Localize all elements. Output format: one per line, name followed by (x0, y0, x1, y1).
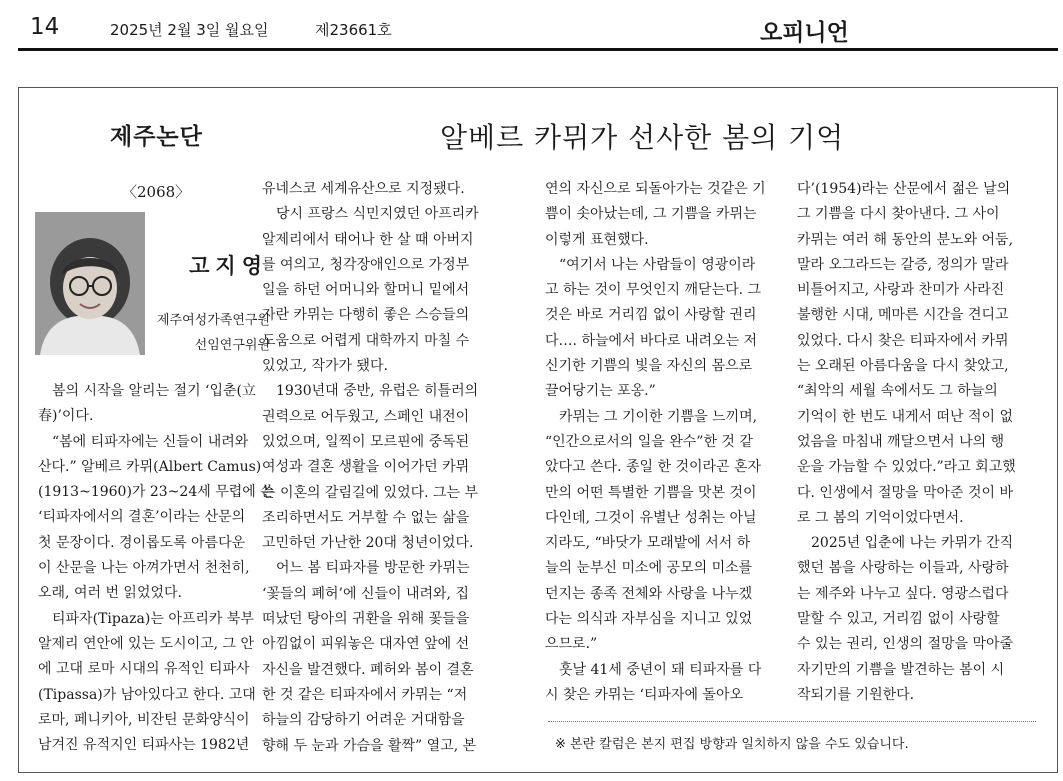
section-title: 오피니언 (760, 20, 849, 46)
text-line: 있었고, 작가가 됐다. (262, 358, 388, 375)
text-line: 떠났던 탕아의 귀환을 위해 꽃들을 (262, 611, 470, 628)
text-line: 어느 봄 티파자를 방문한 카뮈는 (276, 560, 470, 577)
text-line: 자기만의 기쁨을 발견하는 봄이 시 (797, 661, 1005, 678)
author-name: 고지영 (189, 253, 268, 278)
article-headline: 알베르 카뮈가 선사한 봄의 기억 (440, 121, 845, 154)
text-line: 는 제주와 나누고 싶다. 영광스럽다 (797, 585, 1009, 602)
page-header (0, 0, 1063, 52)
text-line: 春)’이다. (38, 408, 94, 425)
text-line: 조리하면서도 거부할 수 없는 삶을 (262, 509, 470, 526)
column-name: 제주논단 (110, 124, 203, 150)
text-line: 티파자(Tipaza)는 아프리카 북부 (52, 610, 254, 627)
text-line: 늘의 눈부신 미소에 공모의 미소를 (545, 560, 753, 577)
text-line: 로마, 페니키아, 비잔틴 문화양식이 (38, 711, 250, 728)
text-line: 끌어당기는 포옹.” (545, 383, 656, 400)
text-line: 다인데, 그것이 유별난 성취는 아닐 (545, 509, 757, 526)
author-portrait-icon (35, 212, 145, 355)
body-column-2 (262, 177, 502, 759)
text-line: 알제리 연안에 있는 도시이고, 그 안 (38, 635, 255, 652)
text-line: 2025년 입춘에 나는 카뮈가 간직 (811, 535, 1014, 552)
body-column-3 (545, 177, 785, 708)
text-line: 만의 어떤 특별한 기쁨을 맛본 것이 (545, 484, 757, 501)
text-line: 으므로.” (545, 636, 598, 653)
publication-date: 2025년 2월 3일 월요일 (110, 21, 269, 39)
text-line: 했던 봄을 사랑하는 이들과, 사랑하 (797, 560, 1009, 577)
text-line: ‘꽃들의 폐허’에 신들이 내려와, 집 (262, 585, 469, 602)
text-line: 여성과 결혼 생활을 이어가던 카뮈 (262, 459, 470, 476)
text-line: (1913~1960)가 23~24세 무렵에 쓴 (38, 484, 274, 501)
text-line: 카뮈는 여러 해 동안의 분노와 어둠, (797, 231, 1014, 248)
text-line: 도움으로 어렵게 대학까지 마칠 수 (262, 332, 470, 349)
body-column-1 (38, 379, 274, 758)
text-line: 봄의 시작을 알리는 절기 ‘입춘(立 (52, 383, 257, 399)
text-line: “인간으로서의 일을 완수”한 것 같 (545, 433, 753, 450)
text-line: 카뮈는 그 기이한 기쁨을 느끼며, (559, 408, 758, 425)
text-line: 자란 카뮈는 다행히 좋은 스승들의 (262, 307, 470, 324)
text-line: 유네스코 세계유산으로 지정됐다. (262, 181, 465, 197)
text-line: 던지는 종족 전체와 사랑을 나누겠 (545, 585, 753, 602)
text-line: “최악의 세월 속에서도 그 하늘의 (797, 383, 998, 400)
text-line: 았다고 쓴다. 종일 한 것이라곤 혼자 (545, 459, 762, 476)
text-line: 다는 의식과 자부심을 지니고 있었 (545, 611, 753, 628)
column-sequence: 〈2068〉 (122, 183, 191, 201)
text-line: 다…. 하늘에서 바다로 내려오는 저 (545, 332, 758, 349)
text-line: 신기한 기쁨의 빛을 자신의 몸으로 (545, 358, 753, 375)
text-line: 이 산문을 나는 아껴가면서 천천히, (38, 560, 250, 577)
text-line: 말할 수 있고, 거리낌 없이 사랑할 (797, 611, 1000, 628)
text-line: 자신을 발견했다. 폐허와 봄이 결혼 (262, 661, 474, 678)
text-line: 훗날 41세 중년이 돼 티파자를 다 (559, 661, 762, 678)
issue-number: 제23661호 (315, 21, 392, 39)
body-column-4 (797, 177, 1037, 708)
affiliation-org: 제주여성가족연구원 (156, 313, 270, 328)
author-photo (35, 212, 145, 355)
affiliation-title: 선임연구위원 (194, 338, 270, 353)
text-line: ‘티파자에서의 결혼’이라는 산문의 (38, 509, 246, 526)
text-line: 었음을 마침내 깨달으면서 나의 행 (797, 433, 1005, 450)
text-line: “여기서 나는 사람들이 영광이라 (559, 256, 756, 273)
text-line: 로 그 봄의 기억이었다면서. (797, 509, 964, 526)
text-line: 알제리에서 태어나 한 살 때 아버지 (262, 231, 474, 248)
header-rule (18, 48, 1058, 51)
text-line: 지라도, “바닷가 모래밭에 서서 하 (545, 535, 751, 552)
text-line: 다’(1954)라는 산문에서 젊은 날의 (797, 181, 1011, 197)
text-line: 고 하는 것이 무엇인지 깨닫는다. 그 (545, 282, 762, 299)
text-line: 하늘의 감당하기 어려운 거대함을 (262, 712, 465, 729)
text-line: 아낌없이 피워놓은 대자연 앞에 선 (262, 636, 470, 653)
text-line: 첫 문장이다. 경이롭도록 아름다운 (38, 534, 246, 551)
text-line: 향해 두 눈과 가슴을 활짝” 열고, 본 (262, 737, 477, 754)
text-line: (Tipassa)가 남아있다고 한다. 고대 (38, 686, 256, 703)
text-line: 고민하던 가난한 20대 청년이었다. (262, 535, 474, 552)
text-line: 불행한 시대, 메마른 시간을 견디고 (797, 307, 1009, 324)
text-line: 권력으로 어두웠고, 스페인 내전이 (262, 408, 470, 425)
text-line: 일을 하던 어머니와 할머니 밑에서 (262, 282, 470, 299)
page-number: 14 (30, 14, 60, 40)
text-line: 연의 자신으로 되돌아가는 것같은 기 (545, 181, 766, 197)
text-line: 남겨진 유적지인 티파사는 1982년 (38, 737, 250, 754)
text-line: 는 오래된 아름다움을 다시 찾았고, (797, 358, 1009, 375)
text-line: 다. 인생에서 절망을 막아준 것이 바 (797, 484, 1014, 501)
text-line: 말라 오그라드는 갈증, 정의가 말라 (797, 256, 1009, 273)
text-line: 것은 바로 거리낌 없이 사랑할 권리 (545, 307, 757, 324)
text-line: 당시 프랑스 식민지였던 아프리카 (276, 206, 479, 223)
disclaimer-divider (548, 721, 1036, 722)
text-line: 쁨이 솟아났는데, 그 기쁨을 카뮈는 (545, 206, 757, 223)
text-line: 이렇게 표현했다. (545, 231, 649, 248)
text-line: 비틀어지고, 사랑과 찬미가 사라진 (797, 282, 1005, 299)
text-line: 운을 가늠할 수 있었다.”라고 회고했 (797, 459, 1016, 476)
text-line: 시 찾은 카뮈는 ‘티파자에 돌아오 (545, 686, 744, 703)
text-line: 그 기쁨을 다시 찾아낸다. 그 사이 (797, 206, 1000, 223)
text-line: 있었으며, 일찍이 모르핀에 중독된 (262, 433, 470, 450)
text-line: 수 있는 권리, 인생의 절망을 막아줄 (797, 636, 1014, 653)
text-line: 를 여의고, 청각장애인으로 가정부 (262, 256, 470, 273)
text-line: 작되기를 기원한다. (797, 686, 915, 703)
text-line: 는 이혼의 갈림길에 있었다. 그는 부 (262, 484, 479, 501)
text-line: 한 것 같은 티파자에서 카뮈는 “저 (262, 686, 468, 703)
text-line: “봄에 티파자에는 신들이 내려와 (52, 433, 249, 450)
author-affiliation (140, 308, 270, 358)
text-line: 1930년대 중반, 유럽은 히틀러의 (276, 383, 479, 400)
text-line: 기억이 한 번도 내게서 떠난 적이 없 (797, 408, 1014, 425)
text-line: 산다.” 알베르 카뮈(Albert Camus) (38, 458, 262, 475)
text-line: 에 고대 로마 시대의 유적인 티파사 (38, 661, 250, 678)
text-line: 있었다. 다시 찾은 티파자에서 카뮈 (797, 332, 1009, 349)
text-line: 오래, 여러 번 읽었었다. (38, 585, 182, 602)
editorial-disclaimer: ※ 본란 칼럼은 본지 편집 방향과 일치하지 않을 수도 있습니다. (555, 737, 909, 752)
